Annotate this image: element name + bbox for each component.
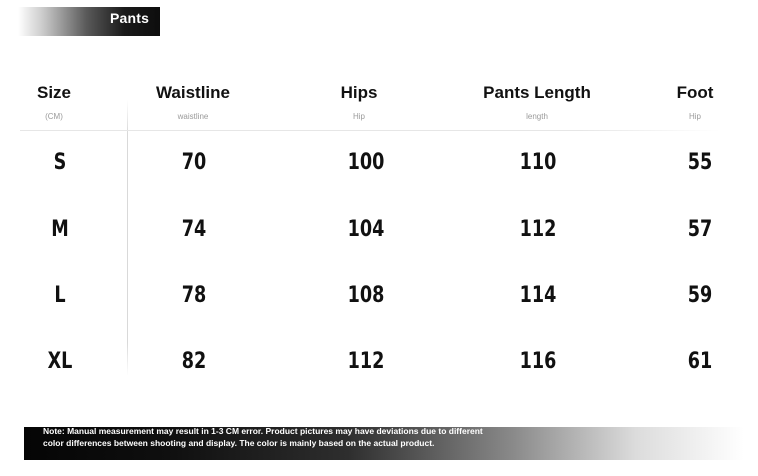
pants-length-cell: 116 — [519, 349, 557, 374]
waistline-cell: 78 — [181, 283, 207, 308]
hips-cell: 104 — [347, 217, 385, 242]
pants-length-cell: 112 — [519, 217, 557, 242]
foot-cell: 59 — [687, 283, 713, 308]
header-pants-length — [452, 82, 622, 122]
header-label: Size — [36, 83, 72, 102]
header-label: Pants Length — [483, 83, 591, 102]
header-hips — [274, 82, 444, 122]
pants-length-cell: 114 — [519, 283, 557, 308]
header-waistline — [108, 82, 278, 122]
header-label: Hips — [340, 83, 378, 102]
foot-cell: 55 — [687, 150, 713, 175]
header-sublabel: Hip — [688, 112, 701, 121]
foot-cell: 57 — [687, 217, 713, 242]
hips-cell: 112 — [347, 349, 385, 374]
header-label: Waistline — [156, 83, 230, 102]
foot-cell: 61 — [687, 349, 713, 374]
header-sublabel: (CM) — [45, 112, 63, 121]
size-cell: S — [53, 150, 67, 175]
hips-cell: 108 — [347, 283, 385, 308]
header-label: Foot — [676, 83, 714, 102]
header-sublabel: Hip — [352, 112, 365, 121]
hips-cell: 100 — [347, 150, 385, 175]
pants-length-cell: 110 — [519, 150, 557, 175]
column-divider — [127, 100, 128, 376]
page-title: Pants — [110, 10, 150, 26]
size-cell: XL — [47, 349, 73, 374]
header-divider — [20, 130, 720, 131]
measurement-note: Note: Manual measurement may result in 1-3 CM error. Product pictures may have deviations due to different color differences between shooting and display. The color is mainly based on the actual product. — [43, 426, 483, 448]
waistline-cell: 70 — [181, 150, 207, 175]
waistline-cell: 74 — [181, 217, 207, 242]
header-foot — [610, 82, 758, 122]
size-cell: M — [51, 217, 69, 242]
header-sublabel: length — [526, 112, 548, 121]
header-sublabel: waistline — [177, 112, 209, 121]
waistline-cell: 82 — [181, 349, 207, 374]
size-cell: L — [54, 283, 66, 308]
